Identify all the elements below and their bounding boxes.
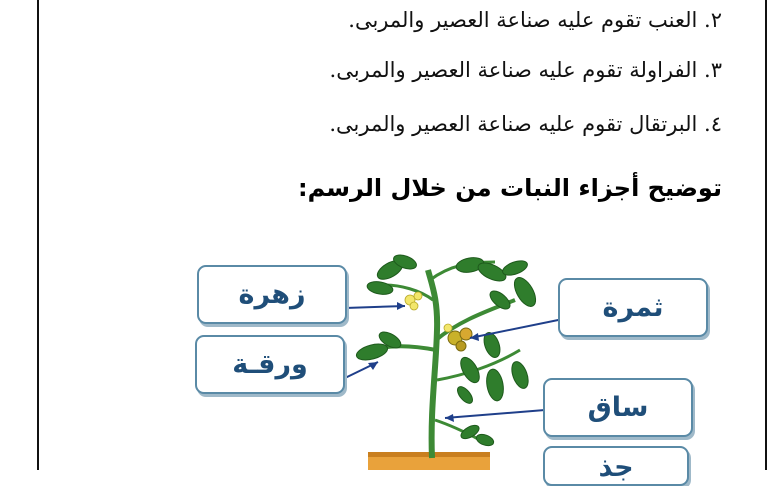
- arrow-to-fruit: [470, 318, 568, 338]
- list-item-2: ٢. العنب تقوم عليه صناعة العصير والمربى.: [348, 8, 722, 32]
- list-item-4: ٤. البرتقال تقوم عليه صناعة العصير والمربى.: [329, 112, 722, 136]
- label-leaf-text: ورقـة: [232, 349, 308, 380]
- label-flower-text: زهرة: [238, 279, 306, 310]
- label-fruit: [558, 278, 708, 337]
- label-root: [543, 446, 689, 486]
- section-heading: توضيح أجزاء النبات من خلال الرسم:: [297, 174, 722, 202]
- label-root-text: جذ: [598, 452, 634, 483]
- arrow-to-flower: [345, 306, 405, 308]
- label-stem: [543, 378, 693, 437]
- fruit-cluster: [448, 328, 472, 351]
- list-item-3: ٣. الفراولة تقوم عليه صناعة العصير والمربى.: [329, 58, 722, 82]
- label-leaf: [195, 335, 345, 394]
- label-flower: [197, 265, 347, 324]
- arrow-to-stem: [445, 410, 545, 418]
- label-fruit-text: ثمرة: [602, 292, 664, 323]
- label-stem-text: ساق: [587, 392, 649, 423]
